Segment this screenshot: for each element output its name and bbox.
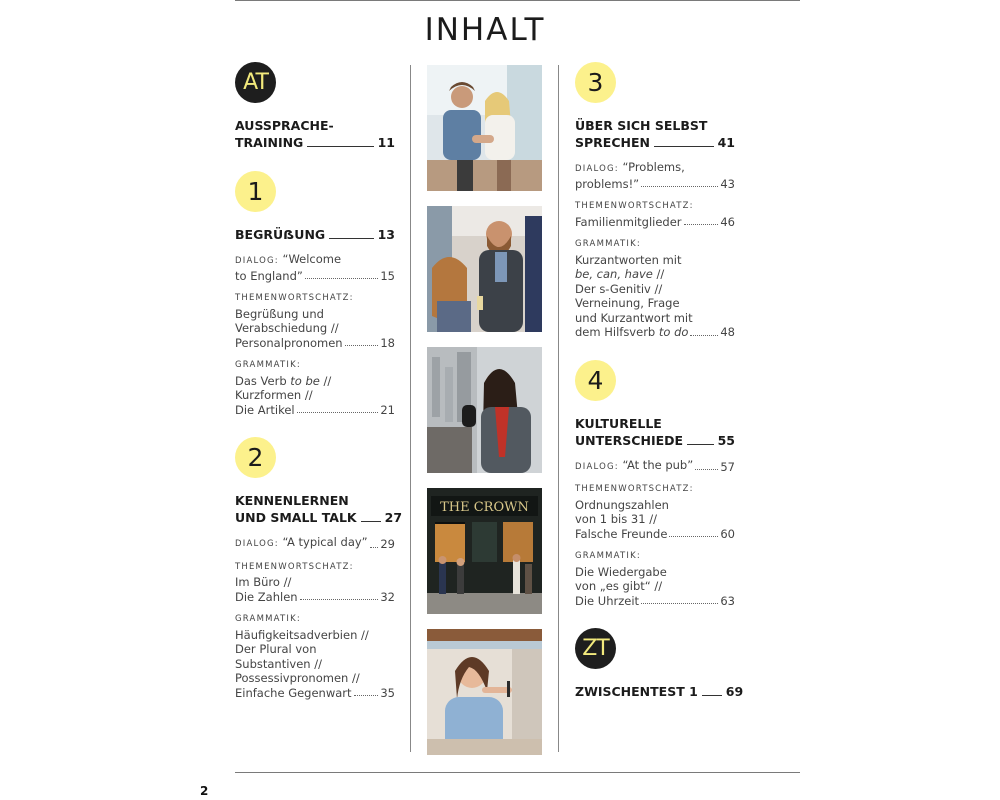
chapter-4: 4 KULTURELLE UNTERSCHIEDE 55 DIALOG: “At the pub” 57 THEMENWORTSCHATZ: Ordnungszahlen von 1 bis 31 // Falsche Freunde 60 GRAMMATIK: Die Wiedergabe von „es gibt“ // Die Uhrzeit 63	[575, 360, 735, 609]
chapter-badge-zt: ZT	[575, 628, 616, 669]
chapter-zwischentest	[575, 628, 744, 700]
pub-sign-text: THE CROWN	[440, 500, 529, 515]
toc-subentry-grammar[interactable]: GRAMMATIK: Häufigkeitsadverbien // Der Plural von Substantiven // Possessivpronomen // Einfache Gegenwart 35	[235, 614, 395, 700]
toc-entry-ueber-sich-selbst[interactable]: SPRECHEN 41	[575, 135, 735, 150]
toc-entry-begruessung[interactable]: BEGRÜẞUNG 13	[235, 227, 395, 242]
page-number: 2	[200, 784, 209, 798]
chapter-badge-at: AT	[235, 62, 276, 103]
chapter-badge-1: 1	[235, 171, 276, 212]
toc-subentry-vocab[interactable]: THEMENWORTSCHATZ: Familienmitglieder 46	[575, 201, 735, 229]
toc-entry-zwischentest[interactable]: ZWISCHENTEST 1 69	[575, 684, 744, 699]
photo-handshake	[427, 65, 542, 191]
toc-subentry-grammar[interactable]: GRAMMATIK: Das Verb to be // Kurzformen // Die Artikel 21	[235, 360, 395, 417]
top-rule	[235, 0, 800, 1]
toc-entry-kennenlernen[interactable]: UND SMALL TALK 27	[235, 510, 403, 525]
toc-subentry-dialog[interactable]: DIALOG: “Problems, problems!” 43	[575, 160, 735, 191]
toc-left-column	[235, 62, 403, 720]
toc-subentry-vocab[interactable]: THEMENWORTSCHATZ: Ordnungszahlen von 1 bis 31 // Falsche Freunde 60	[575, 484, 735, 541]
photo-strip	[427, 65, 542, 770]
toc-subentry-grammar[interactable]: GRAMMATIK: Die Wiedergabe von „es gibt“ // Die Uhrzeit 63	[575, 551, 735, 608]
bottom-rule	[235, 772, 800, 773]
toc-right-column	[575, 62, 744, 720]
photo-pub-the-crown	[427, 488, 542, 614]
chapter-badge-2: 2	[235, 437, 276, 478]
photo-woman-thinking	[427, 629, 542, 755]
toc-subentry-vocab[interactable]: THEMENWORTSCHATZ: Begrüßung und Verabschiedung // Personalpronomen 18	[235, 293, 395, 350]
page-title: INHALT	[424, 12, 546, 48]
toc-subentry-dialog[interactable]: DIALOG: “At the pub” 57	[575, 457, 735, 474]
toc-entry-aussprachetraining[interactable]	[235, 134, 395, 151]
column-divider-right	[558, 65, 559, 752]
chapter-badge-4: 4	[575, 360, 616, 401]
chapter-2: 2 KENNENLERNEN UND SMALL TALK 27 DIALOG: “A typical day” 29 THEMENWORTSCHATZ: Im Büro // Die Zahlen 32 GRAMMATIK: Häufigkeitsadverbien // Der Plural von Substantiven // Possessivpronomen // Einfache Gegenwart 35	[235, 437, 395, 700]
toc-subentry-dialog[interactable]: DIALOG: “Welcome to England” 15	[235, 252, 395, 283]
photo-party-conversation	[427, 206, 542, 332]
chapter-title-line2: TRAINING	[235, 135, 304, 150]
chapter-1	[235, 171, 395, 417]
toc-subentry-vocab[interactable]: THEMENWORTSCHATZ: Im Büro // Die Zahlen 32	[235, 561, 395, 604]
toc-subentry-dialog[interactable]: DIALOG: “A typical day” 29	[235, 535, 395, 551]
photo-interview	[427, 347, 542, 473]
chapter-3: 3 ÜBER SICH SELBST SPRECHEN 41 DIALOG: “Problems, problems!” 43 THEMENWORTSCHATZ: Familienmitglieder 46 GRAMMATIK: Kurzantworten mit be, can, have // Der s-Genitiv // Verneinung, Frage und Kurzantwort mit dem Hilfsverb to do 48	[575, 62, 735, 340]
toc-subentry-grammar[interactable]: GRAMMATIK: Kurzantworten mit be, can, have // Der s-Genitiv // Verneinung, Frage und Kurzantwort mit dem Hilfsverb to do 48	[575, 239, 735, 339]
chapter-title-line1: AUSSPRACHE-	[235, 118, 334, 133]
chapter-badge-3: 3	[575, 62, 616, 103]
chapter-aussprachetraining	[235, 62, 395, 151]
page-ref: 11	[377, 135, 395, 150]
toc-entry-kulturelle-unterschiede[interactable]: UNTERSCHIEDE 55	[575, 432, 735, 448]
column-divider-left	[410, 65, 411, 752]
